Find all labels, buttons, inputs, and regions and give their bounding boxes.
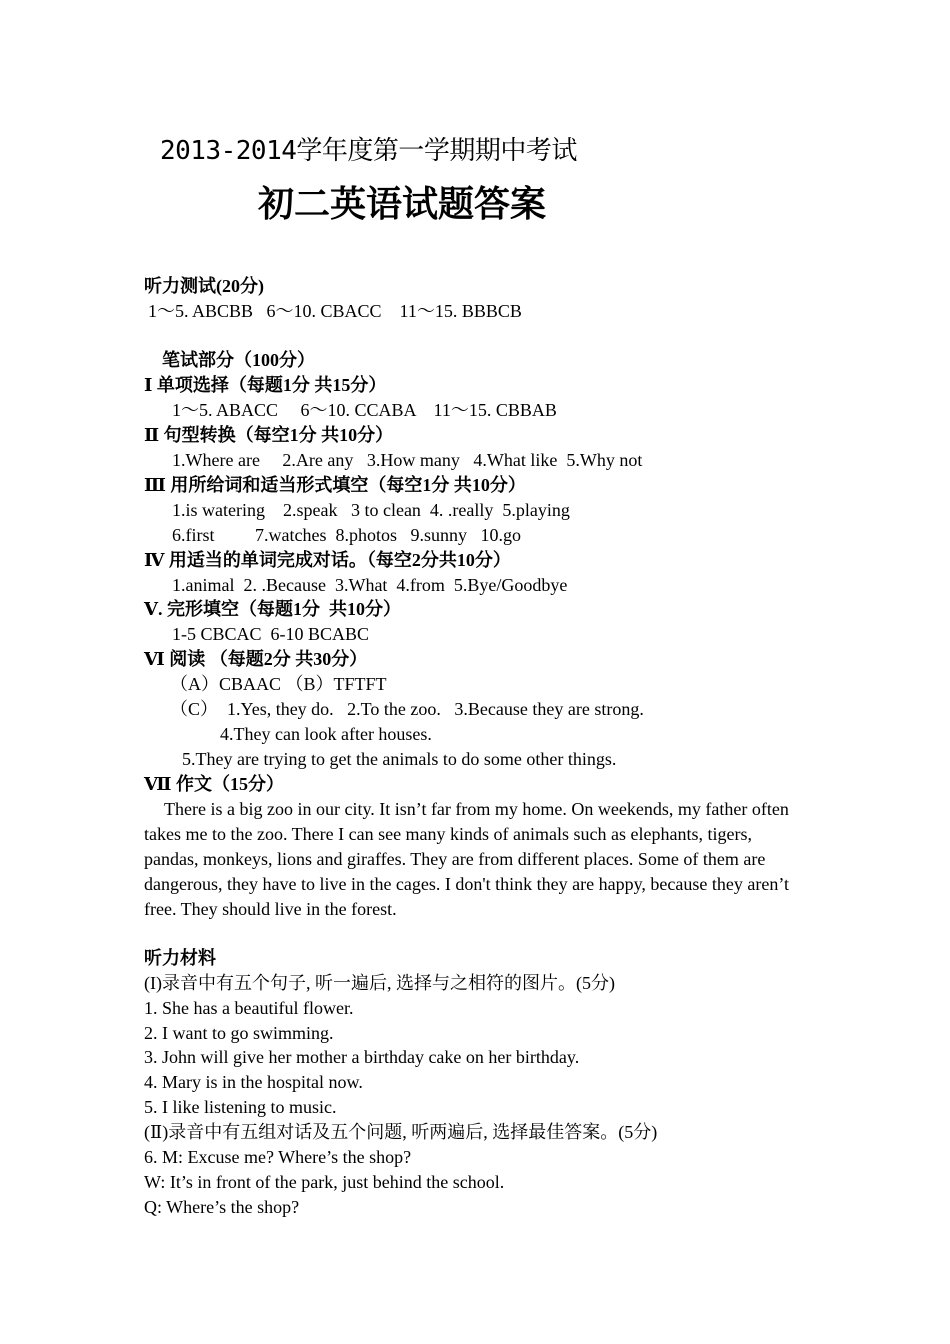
section-6-heading: Ⅵ 阅读 （每题2分 共30分） — [144, 649, 368, 669]
section-6-answers-c-line-3: 5.They are trying to get the animals to do some other things. — [182, 749, 617, 769]
sample-essay: There is a big zoo in our city. It isn’t far from my home. On weekends, my father often takes me to the zoo. There I can see many kinds of animals such as elephants, tigers, pandas, monkeys, lions and giraffes. They are from different places. Some of them are dangerous, they have to live in the cages. I don't think they are happy, because they aren’t free. They should live in the forest. — [144, 799, 790, 919]
list-item: 6. M: Excuse me? Where’s the shop? — [144, 1147, 412, 1167]
section-3-heading: Ⅲ 用所给词和适当形式填空（每空1分 共10分） — [144, 475, 526, 495]
listening-test-heading: 听力测试(20分) — [144, 276, 264, 296]
section-5-heading: Ⅴ. 完形填空（每题1分 共10分） — [144, 599, 401, 619]
section-1-heading: Ⅰ 单项选择（每题1分 共15分） — [144, 375, 387, 395]
exam-term-title: 2013-2014学年度第一学期期中考试 — [160, 136, 577, 166]
list-item: W: It’s in front of the park, just behind the school. — [144, 1172, 505, 1192]
section-3-answers-line-1: 1.is watering 2.speak 3 to clean 4. .really 5.playing — [172, 500, 570, 520]
listening-part-2-heading: (Ⅱ)录音中有五组对话及五个问题, 听两遍后, 选择最佳答案。(5分) — [144, 1122, 658, 1142]
section-2-answers: 1.Where are 2.Are any 3.How many 4.What like 5.Why not — [172, 450, 643, 470]
listening-test-answers: 1～5. ABCBB 6～10. CBACC 11～15. BBBCB — [148, 301, 522, 321]
list-item: 3. John will give her mother a birthday cake on her birthday. — [144, 1047, 580, 1067]
written-part-heading: 笔试部分（100分） — [162, 350, 315, 370]
list-item: 2. I want to go swimming. — [144, 1023, 334, 1043]
section-4-answers: 1.animal 2. .Because 3.What 4.from 5.Bye/Goodbye — [172, 575, 568, 595]
section-1-answers: 1～5. ABACC 6～10. CCABA 11～15. CBBAB — [172, 400, 557, 420]
list-item: Q: Where’s the shop? — [144, 1197, 300, 1217]
section-2-heading: Ⅱ 句型转换（每空1分 共10分） — [144, 425, 394, 445]
listening-part-1-heading: (I)录音中有五个句子, 听一遍后, 选择与之相符的图片。(5分) — [144, 973, 615, 993]
section-5-answers: 1-5 CBCAC 6-10 BCABC — [172, 624, 370, 644]
section-6-answers-c-line-1: （C） 1.Yes, they do. 2.To the zoo. 3.Because they are strong. — [170, 699, 644, 719]
answer-key-title: 初二英语试题答案 — [258, 184, 547, 225]
listening-material-heading: 听力材料 — [144, 948, 216, 968]
section-6-answers-c-line-2: 4.They can look after houses. — [220, 724, 432, 744]
section-7-heading: Ⅶ 作文（15分） — [144, 774, 284, 794]
list-item: 4. Mary is in the hospital now. — [144, 1072, 363, 1092]
section-6-answers-ab: （A）CBAAC （B）TFTFT — [170, 674, 387, 694]
section-3-answers-line-2: 6.first 7.watches 8.photos 9.sunny 10.go — [172, 525, 521, 545]
section-4-heading: Ⅳ 用适当的单词完成对话。（每空2分共10分） — [144, 550, 511, 570]
list-item: 5. I like listening to music. — [144, 1097, 337, 1117]
list-item: 1. She has a beautiful flower. — [144, 998, 354, 1018]
